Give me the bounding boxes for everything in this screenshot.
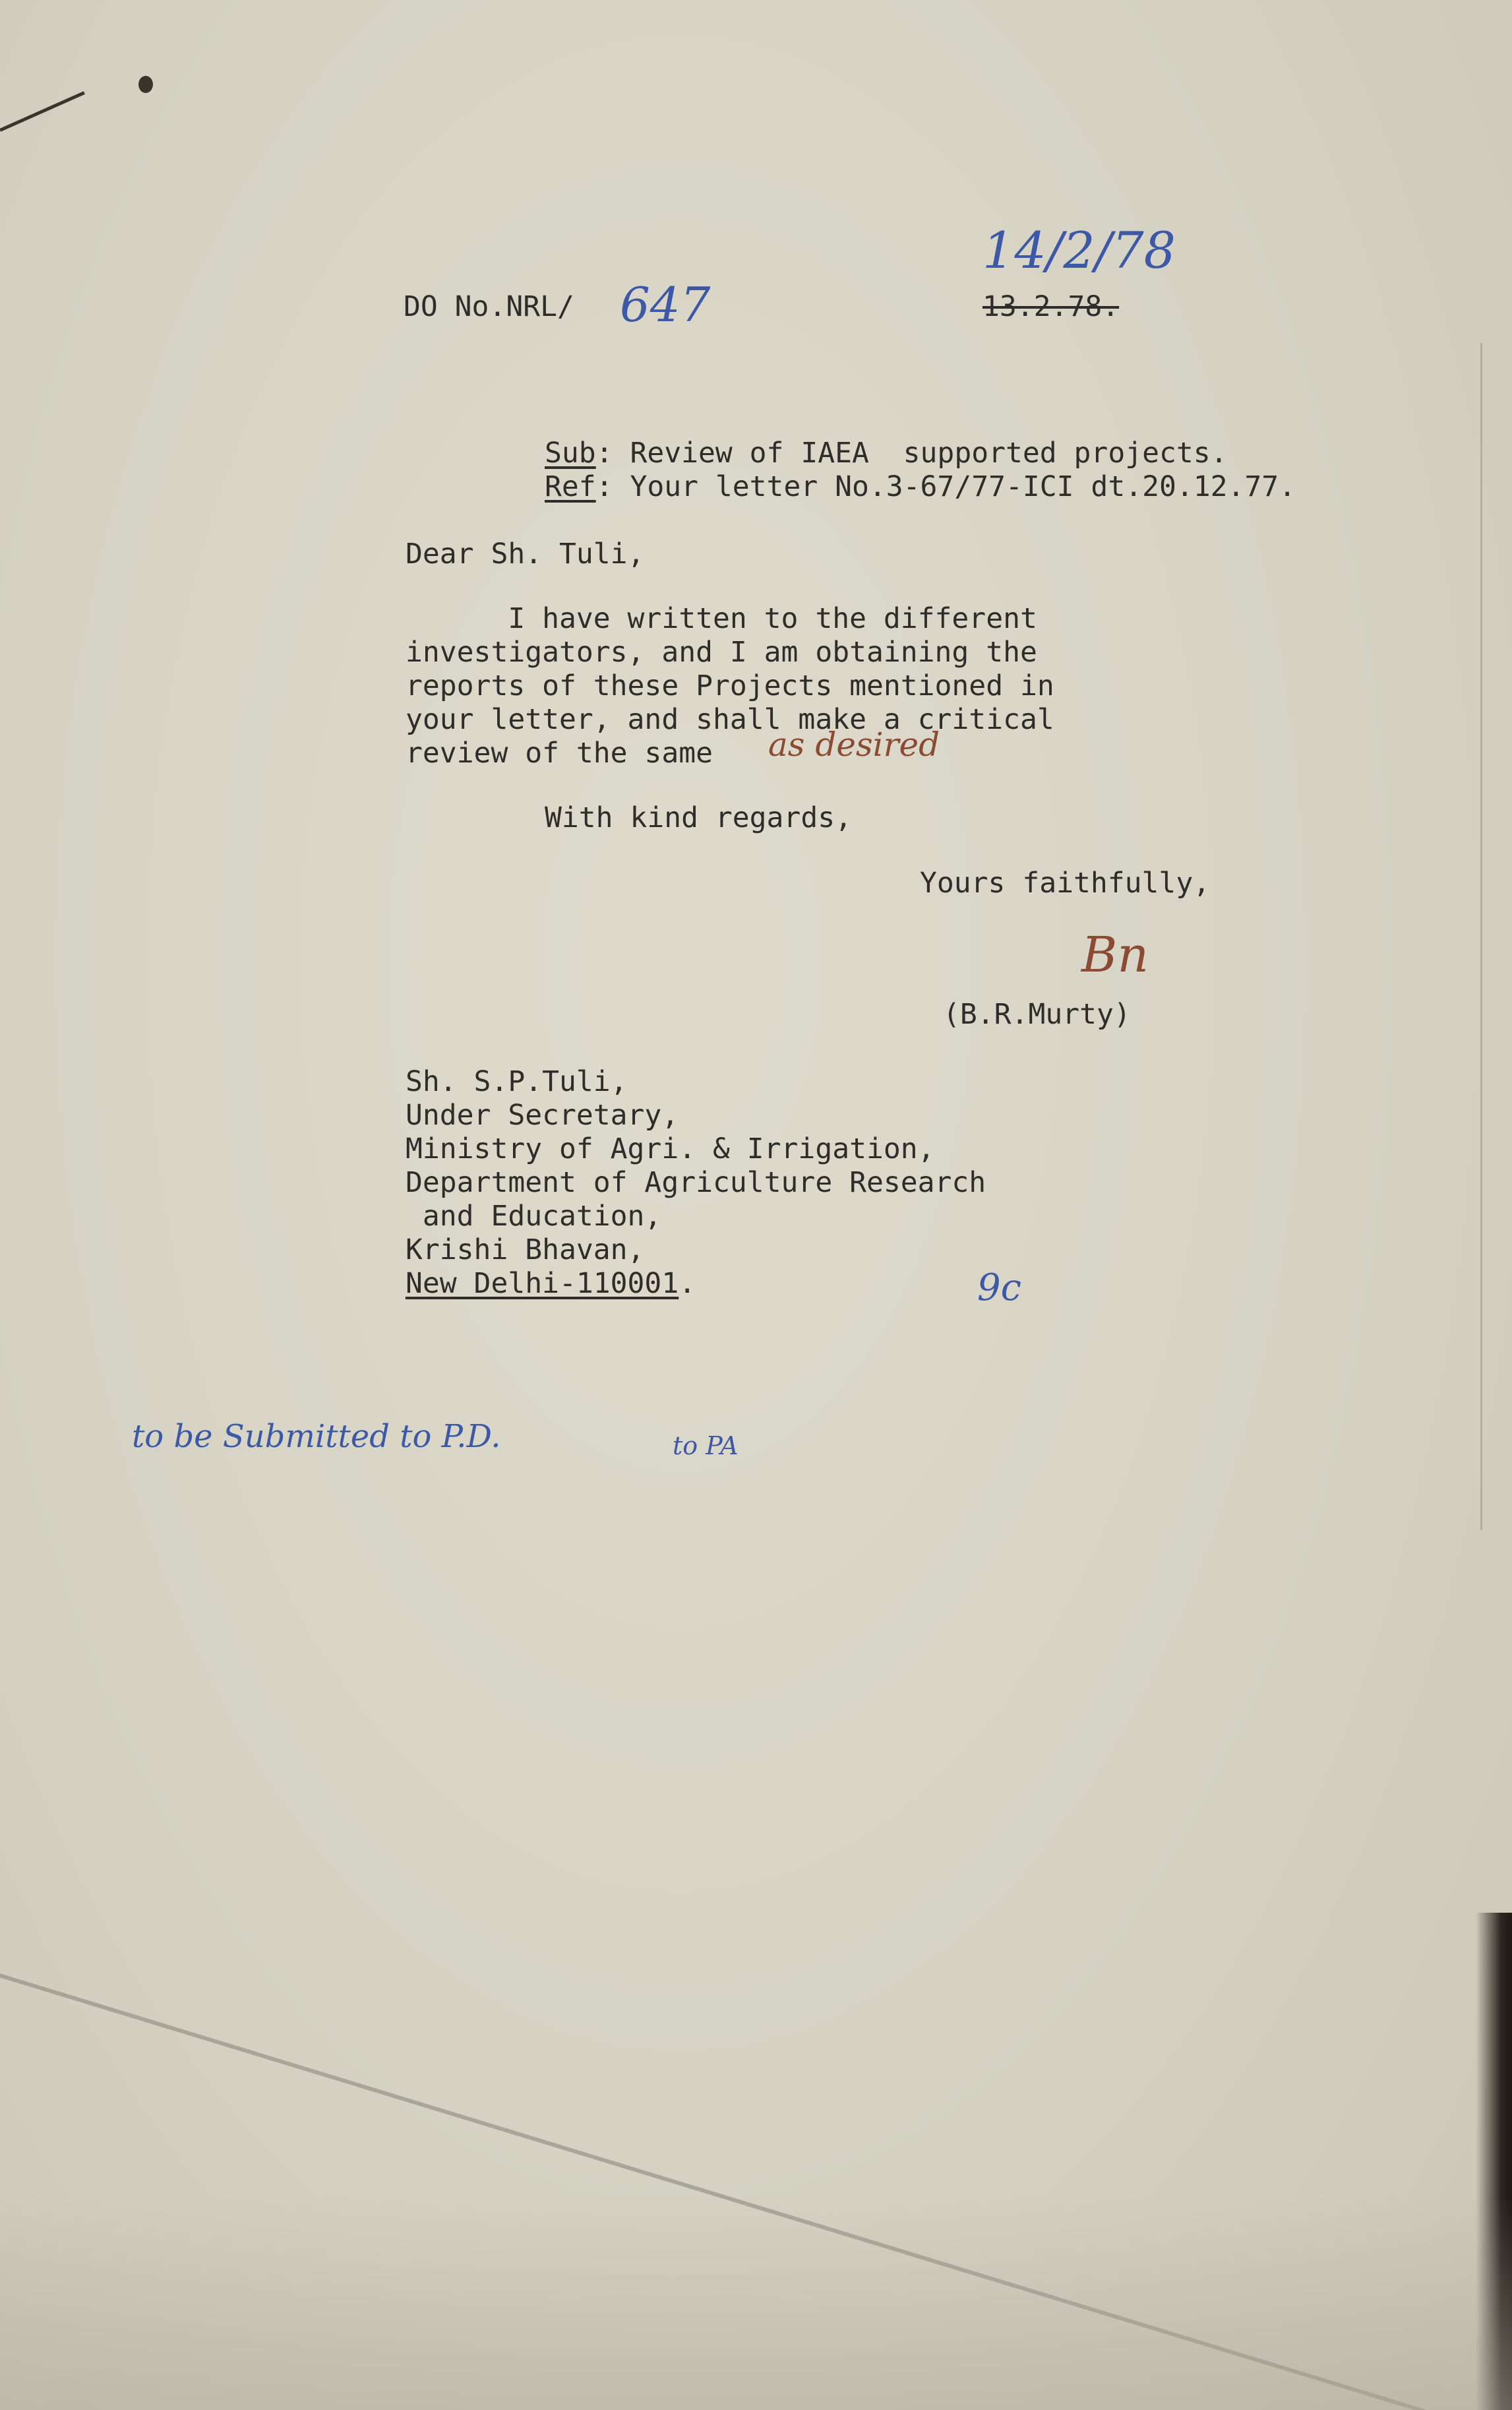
do-number-label: DO No.NRL/ (404, 290, 574, 323)
address-city (406, 1267, 696, 1301)
address-line-1: Sh. S.P.Tuli, (406, 1065, 628, 1098)
regards: With kind regards, (545, 801, 852, 834)
date-typed (983, 290, 1119, 324)
reference-label: Ref (545, 470, 596, 503)
signature-initials: Bn (1081, 927, 1149, 983)
margin-note-2: to PA (673, 1431, 739, 1460)
margin-note: to be Submitted to P.D. (132, 1418, 501, 1455)
ink-spot-mark (138, 76, 153, 93)
address-line-6: Krishi Bhavan, (406, 1233, 645, 1266)
body-line-2: investigators, and I am obtaining the (406, 636, 1037, 669)
signatory-name: (B.R.Murty) (943, 998, 1131, 1031)
date-typed-text: 13.2.78. (983, 290, 1120, 323)
salutation: Dear Sh. Tuli, (406, 538, 645, 571)
address-city-period: . (679, 1267, 696, 1300)
address-line-4: Department of Agriculture Research (406, 1166, 986, 1199)
body-line-5: review of the same (406, 737, 713, 770)
paper-tear-mark (0, 91, 85, 132)
closing: Yours faithfully, (920, 867, 1211, 900)
subject-text: : Review of IAEA supported projects. (595, 437, 1228, 470)
body-line-4: your letter, and shall make a critical (406, 703, 1054, 736)
body-line-3: reports of these Projects mentioned in (406, 669, 1054, 702)
address-line-5: and Education, (406, 1200, 662, 1233)
paper-edge-line (1480, 343, 1482, 1530)
body-line-1: I have written to the different (406, 602, 1037, 635)
subject-label: Sub (545, 437, 596, 470)
reference-line (545, 470, 1296, 504)
address-city-text: New Delhi-110001 (406, 1267, 679, 1300)
subject-line (545, 437, 1228, 470)
do-number-handwritten: 647 (620, 277, 711, 332)
paper-worn-bottom (0, 2196, 1512, 2410)
initials-mark: 9c (977, 1266, 1021, 1309)
reference-text: : Your letter No.3-67/77-ICI dt.20.12.77. (595, 470, 1296, 503)
body-handwritten-addition: as desired (768, 726, 940, 764)
address-line-2: Under Secretary, (406, 1099, 679, 1132)
date-handwritten: 14/2/78 (983, 221, 1176, 280)
address-line-3: Ministry of Agri. & Irrigation, (406, 1132, 935, 1165)
